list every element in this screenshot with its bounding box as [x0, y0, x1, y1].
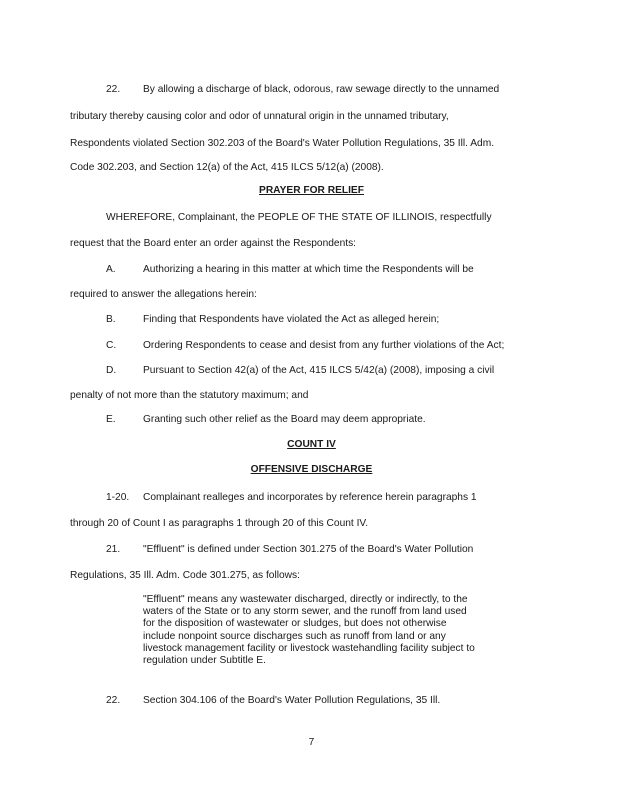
para-21-number: 21.	[106, 544, 121, 555]
item-a-text: Authorizing a hearing in this matter at which time the Respondents will be	[143, 264, 474, 275]
item-b-letter: B.	[106, 314, 116, 325]
item-a-letter: A.	[106, 264, 116, 275]
effluent-quote-block	[143, 594, 475, 667]
offensive-discharge-heading: OFFENSIVE DISCHARGE	[250, 464, 373, 475]
para-1-20-line-1: Complainant realleges and incorporates by reference herein paragraphs 1	[143, 492, 477, 503]
item-a-continuation: required to answer the allegations herein:	[70, 289, 257, 300]
quote-line: livestock management facility or livestock wastehandling facility subject to	[143, 642, 475, 654]
quote-line: include nonpoint source discharges such as runoff from land or any	[143, 630, 446, 642]
item-d-letter: D.	[106, 365, 117, 376]
count-iv-heading: COUNT IV	[287, 439, 336, 450]
para-22-line-1: By allowing a discharge of black, odorous, raw sewage directly to the unnamed	[143, 84, 500, 95]
para-22b-number: 22.	[106, 695, 121, 706]
item-c-letter: C.	[106, 340, 117, 351]
para-1-20-line-2: through 20 of Count I as paragraphs 1 through 20 of this Count IV.	[70, 518, 369, 529]
para-22-line-2: tributary thereby causing color and odor of unnatural origin in the unnamed tributary,	[70, 111, 449, 122]
item-d-continuation: penalty of not more than the statutory maximum; and	[70, 390, 309, 401]
para-1-20-number: 1-20.	[106, 492, 130, 503]
item-e-letter: E.	[106, 414, 116, 425]
wherefore-line-2: request that the Board enter an order against the Respondents:	[70, 238, 357, 249]
para-22-line-4: Code 302.203, and Section 12(a) of the Act, 415 ILCS 5/12(a) (2008).	[70, 162, 384, 173]
para-21-line-1: "Effluent" is defined under Section 301.275 of the Board's Water Pollution	[143, 544, 474, 555]
quote-line: regulation under Subtitle E.	[143, 655, 266, 667]
wherefore-line-1: WHEREFORE, Complainant, the PEOPLE OF THE STATE OF ILLINOIS, respectfully	[106, 212, 492, 223]
item-c-text: Ordering Respondents to cease and desist from any further violations of the Act;	[143, 340, 505, 351]
para-22b-line-1: Section 304.106 of the Board's Water Pollution Regulations, 35 Ill.	[143, 695, 441, 706]
para-22-number: 22.	[106, 84, 121, 95]
item-d-text: Pursuant to Section 42(a) of the Act, 415 ILCS 5/42(a) (2008), imposing a civil	[143, 365, 495, 376]
item-b-text: Finding that Respondents have violated the Act as alleged herein;	[143, 314, 440, 325]
quote-line: for the disposition of wastewater or sludges, but does not otherwise	[143, 618, 447, 630]
quote-line: waters of the State or to any storm sewer, and the runoff from land used	[143, 606, 467, 618]
item-e-text: Granting such other relief as the Board may deem appropriate.	[143, 414, 426, 425]
prayer-for-relief-heading: PRAYER FOR RELIEF	[259, 185, 364, 196]
quote-line: "Effluent" means any wastewater discharged, directly or indirectly, to the	[143, 594, 468, 605]
page-number: 7	[308, 737, 315, 748]
para-22-line-3: Respondents violated Section 302.203 of the Board's Water Pollution Regulations, 35 Ill. Adm.	[70, 138, 495, 149]
para-21-line-2: Regulations, 35 Ill. Adm. Code 301.275, as follows:	[70, 570, 300, 581]
